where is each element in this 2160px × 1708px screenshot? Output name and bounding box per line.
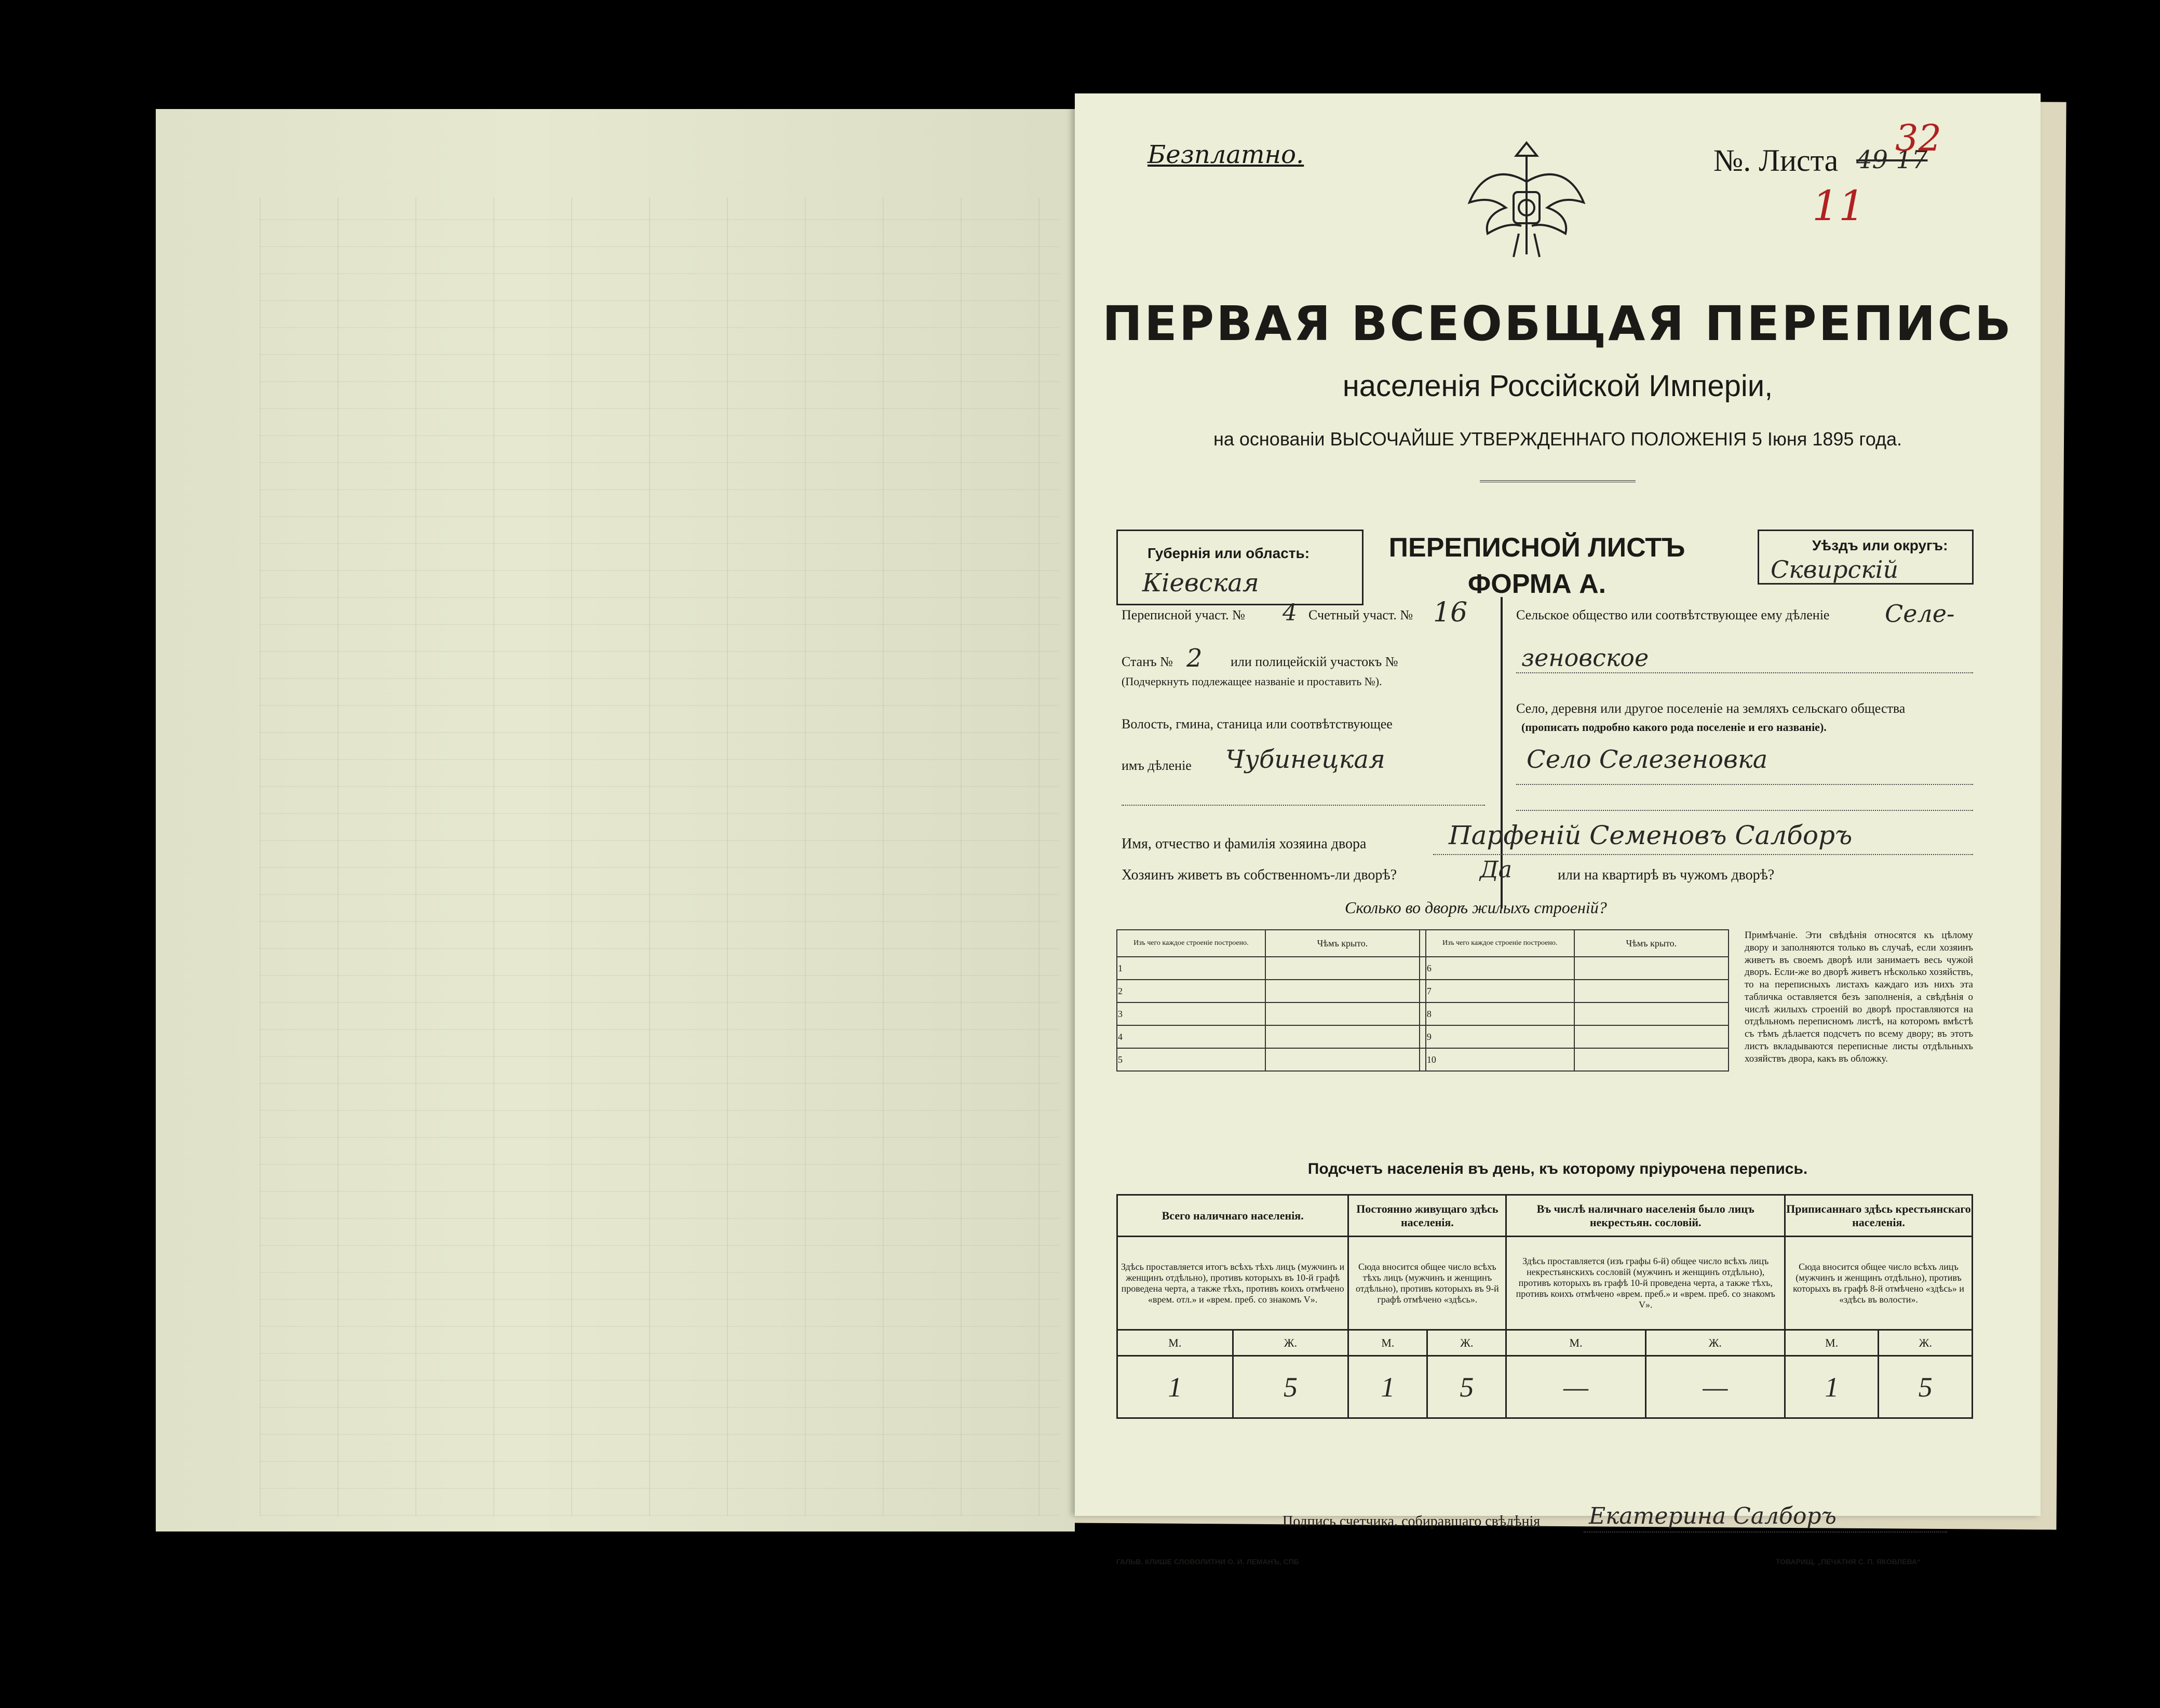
pop-col-head: Приписаннаго здѣсь крестьянскаго населенія. xyxy=(1785,1195,1972,1237)
census-section-value: 4 xyxy=(1282,600,1297,626)
buildings-table-wrapper xyxy=(1116,929,1729,1072)
female-label: Ж. xyxy=(1233,1330,1348,1356)
village-note: (прописать подробно какого рода поселеніе и его названіе). xyxy=(1521,721,1827,734)
population-title: Подсчетъ населенія въ день, къ которому пріурочена перепись. xyxy=(1307,1160,1808,1177)
rural-society-value-1: Селе- xyxy=(1885,600,1955,628)
sheet-number-red: 32 xyxy=(1895,117,1942,159)
female-count: 5 xyxy=(1233,1356,1348,1418)
sheet-number-struck: 49 17 xyxy=(1856,145,1928,174)
left-page-faint-grid xyxy=(260,197,1059,1516)
village-line-2 xyxy=(1516,810,1973,811)
province-label: Губернія или область: xyxy=(1148,545,1310,561)
census-section-label: Переписной участ. № xyxy=(1122,607,1245,622)
female-label: Ж. xyxy=(1427,1330,1506,1356)
buildings-note: Примѣчаніе. Эти свѣдѣнія относятся къ цѣлому двору и заполняются только въ случаѣ, если хозяинъ живетъ въ своемъ дворѣ или занимаетъ весь чужой дворъ. Если-же во дворѣ живетъ нѣсколько хозяйствъ, то на переписныхъ листахъ каждаго изъ нихъ эта табличка оставляется безъ заполненія, а свѣдѣнія о числѣ жилыхъ строеній во дворѣ проставляются на отдѣльномъ переписномъ листѣ, на которомъ вмѣстѣ съ тѣмъ дѣлается подсчетъ по всему двору; въ этотъ листъ вкладываются переписные листы отдѣльныхъ хозяйствъ двора, какъ въ обложку. xyxy=(1745,930,1973,1064)
underline-note: (Подчеркнуть подлежащее названіе и проставить №). xyxy=(1122,675,1382,688)
owner-value: Парфеній Семеновъ Салборъ xyxy=(1449,820,1853,850)
sheet-number-label: №. Листа xyxy=(1713,143,1839,178)
own-yard-value: Да xyxy=(1480,857,1513,883)
main-title: ПЕРВАЯ ВСЕОБЩАЯ ПЕРЕПИСЬ xyxy=(1102,296,2014,351)
row-label: 7 xyxy=(1426,980,1574,1002)
pop-col-desc: Сюда вносится общее число всѣхъ лицъ (мужчинъ и женщинъ отдѣльно), противъ которыхъ въ графѣ 8-й отмѣчено «здѣсь» и «здѣсь въ волости». xyxy=(1785,1237,1972,1330)
decree-line: на основаніи ВЫСОЧАЙШЕ УТВЕРЖДЕННАГО ПОЛОЖЕНІЯ 5 Іюня 1895 года. xyxy=(1213,428,1902,450)
male-label: М. xyxy=(1785,1330,1878,1356)
female-count: — xyxy=(1645,1356,1785,1418)
male-label: М. xyxy=(1348,1330,1427,1356)
pop-col-head: Всего наличнаго населенія. xyxy=(1117,1195,1348,1237)
male-label: М. xyxy=(1117,1330,1233,1356)
row-label: 6 xyxy=(1426,957,1574,980)
sheet-number-red-secondary: 11 xyxy=(1812,182,1865,230)
row-label: 9 xyxy=(1426,1025,1574,1048)
free-label: Безплатно. xyxy=(1148,140,1304,169)
buildings-title: Сколько во дворѣ жилыхъ строеній? xyxy=(1345,898,1607,917)
form-title: ПЕРЕПИСНОЙ ЛИСТЪ xyxy=(1388,533,1685,563)
female-count: 5 xyxy=(1427,1356,1506,1418)
own-yard-label: Хозяинъ живетъ въ собственномъ-ли дворѣ? xyxy=(1122,867,1397,883)
signature-line xyxy=(1584,1531,1947,1533)
male-count: 1 xyxy=(1117,1356,1233,1418)
pop-col-head: Въ числѣ наличнаго населенія было лицъ некрестьян. сословій. xyxy=(1506,1195,1785,1237)
owner-label: Имя, отчество и фамилія хозяина двора xyxy=(1122,836,1367,852)
district-value: Сквирскій xyxy=(1771,555,1899,584)
pop-col-desc: Сюда вносится общее число всѣхъ тѣхъ лицъ (мужчинъ и женщинъ отдѣльно), противъ которыхъ въ 9-й графѣ отмѣчено «здѣсь». xyxy=(1348,1237,1506,1330)
footer-left-imprint: ГАЛЬВ. КЛИШЕ СЛОВОЛИТНИ О. И. ЛЕМАНЪ, СПБ xyxy=(1116,1557,1299,1566)
village-label: Село, деревня или другое поселеніе на земляхъ сельскаго общества xyxy=(1516,701,1906,716)
district-label: Уѣздъ или округъ: xyxy=(1812,537,1948,553)
col-material-right: Изъ чего каждое строеніе построено. xyxy=(1426,930,1574,957)
double-eagle-emblem-icon xyxy=(1459,135,1594,270)
volost-label-2: имъ дѣленіе xyxy=(1122,758,1192,773)
ornament-divider xyxy=(1480,480,1636,482)
rural-society-line xyxy=(1516,672,1973,673)
row-label: 3 xyxy=(1117,1002,1265,1025)
col-roof-right: Чѣмъ крыто. xyxy=(1574,930,1729,957)
male-count: 1 xyxy=(1348,1356,1427,1418)
stan-value: 2 xyxy=(1186,644,1203,673)
rented-label: или на квартирѣ въ чужомъ дворѣ? xyxy=(1558,867,1775,883)
row-label: 8 xyxy=(1426,1002,1574,1025)
female-count: 5 xyxy=(1879,1356,1973,1418)
row-label: 4 xyxy=(1117,1025,1265,1048)
row-label: 10 xyxy=(1426,1048,1574,1071)
volost-label-1: Волость, гмина, станица или соотвѣтствующее xyxy=(1122,716,1393,731)
subtitle: населенія Россійской Имперіи, xyxy=(1342,369,1773,403)
pop-col-desc: Здѣсь проставляется итогъ всѣхъ тѣхъ лицъ (мужчинъ и женщинъ отдѣльно), противъ которыхъ въ 10-й графѣ проведена черта, а также тѣхъ, противъ коихъ отмѣчено «врем. отл.» и «врем. преб. со знакомъ V». xyxy=(1117,1237,1348,1330)
footer-right-imprint: ТОВАРИЩ. „ПЕЧАТНЯ С. П. ЯКОВЛЕВА“ xyxy=(1776,1557,1921,1566)
pop-col-head: Постоянно живущаго здѣсь населенія. xyxy=(1348,1195,1506,1237)
female-label: Ж. xyxy=(1879,1330,1973,1356)
row-label: 5 xyxy=(1117,1048,1265,1071)
volost-extra-line xyxy=(1122,805,1485,806)
stan-label: Станъ № xyxy=(1122,654,1173,669)
female-label: Ж. xyxy=(1645,1330,1785,1356)
count-section-value: 16 xyxy=(1433,597,1468,628)
form-subtitle: ФОРМА А. xyxy=(1467,569,1607,599)
signature-label: Подпись счетчика, собиравшаго свѣдѣнія xyxy=(1282,1513,1541,1529)
population-table-wrapper xyxy=(1116,1194,1973,1419)
pop-col-desc: Здѣсь проставляется (изъ графы 6-й) общее число всѣхъ лицъ некрестьянскихъ сословій (мужчинъ и женщинъ отдѣльно), противъ которыхъ въ графѣ 10-й проведена черта, а также тѣхъ, противъ коихъ отмѣчено «врем. преб.» и «врем. преб. со знакомъ V». xyxy=(1506,1237,1785,1330)
signature-value: Екатерина Салборъ xyxy=(1589,1503,1837,1529)
rural-society-value-2: зеновское xyxy=(1521,644,1649,672)
population-table xyxy=(1116,1194,1973,1419)
male-count: — xyxy=(1506,1356,1645,1418)
volost-value: Чубинецкая xyxy=(1225,745,1385,774)
count-section-label: Счетный участ. № xyxy=(1308,607,1413,622)
buildings-table xyxy=(1116,929,1729,1072)
row-label: 2 xyxy=(1117,980,1265,1002)
rural-society-label: Сельское общество или соотвѣтствующее ему дѣленіе xyxy=(1516,607,1830,622)
province-value: Кіевская xyxy=(1142,568,1259,598)
row-label: 1 xyxy=(1117,957,1265,980)
village-line xyxy=(1516,784,1973,785)
police-label: или полицейскій участокъ № xyxy=(1231,654,1398,669)
village-value: Село Селезеновка xyxy=(1527,745,1768,774)
left-page xyxy=(156,109,1075,1531)
col-roof-left: Чѣмъ крыто. xyxy=(1265,930,1420,957)
owner-line xyxy=(1433,854,1973,855)
male-label: М. xyxy=(1506,1330,1645,1356)
male-count: 1 xyxy=(1785,1356,1878,1418)
col-material-left: Изъ чего каждое строеніе построено. xyxy=(1117,930,1265,957)
census-form-page xyxy=(1075,93,2041,1566)
